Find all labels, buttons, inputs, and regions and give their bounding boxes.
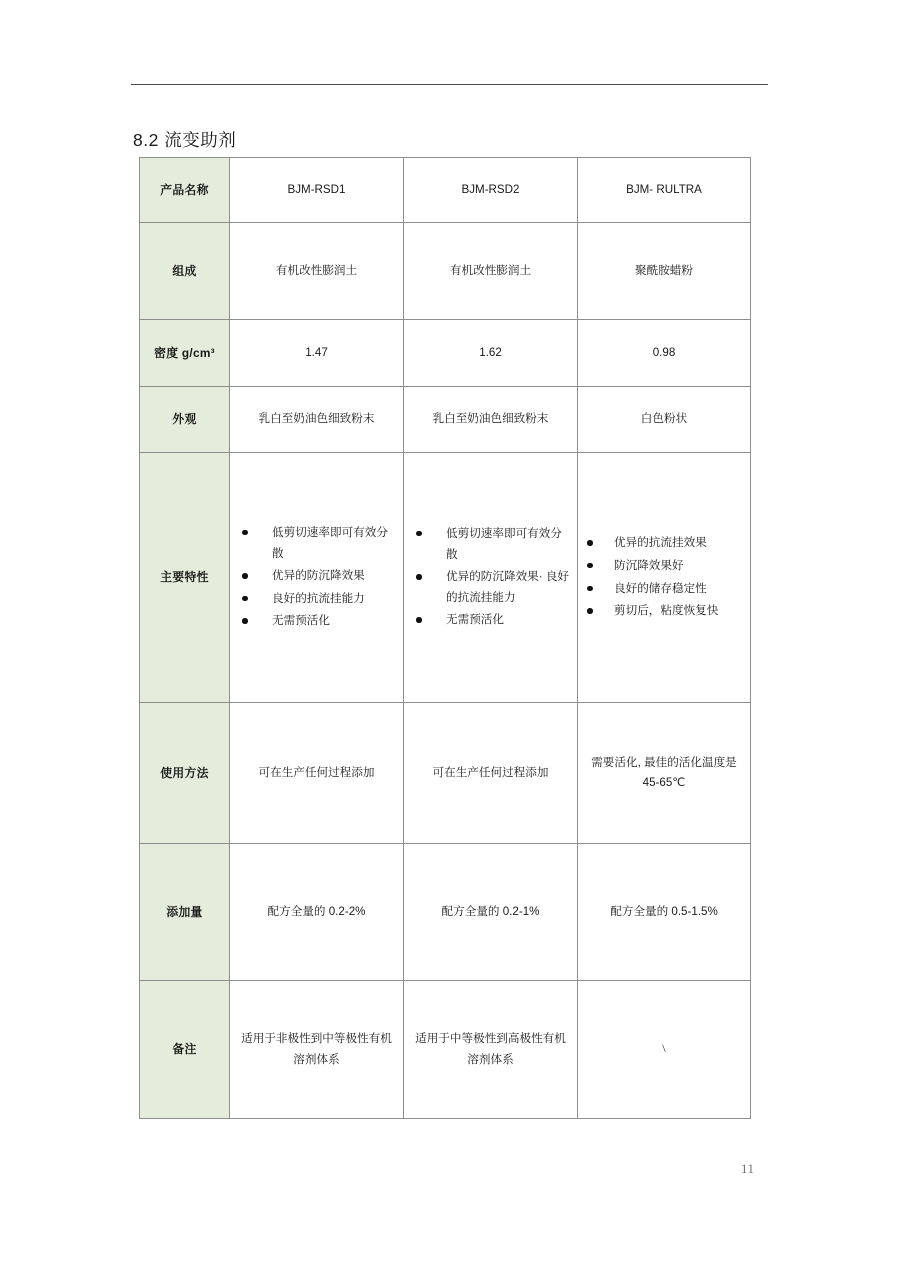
row-label-key-features: 主要特性: [140, 453, 230, 703]
row-label-appearance: 外观: [140, 387, 230, 453]
cell-remarks-rsd2: 适用于中等极性到高极性有机溶剂体系: [404, 981, 578, 1119]
cell-product-name-rsd2: BJM-RSD2: [404, 158, 578, 223]
feature-list-item: 剪切后，粘度恢复快: [584, 601, 746, 622]
row-label-density: 密度 g/cm³: [140, 320, 230, 387]
feature-list-item: 防沉降效果好: [584, 556, 746, 577]
feature-list-item: 低剪切速率即可有效分散: [236, 523, 399, 564]
table-row-dosage: [140, 844, 751, 981]
feature-list-item: 优异的抗流挂效果: [584, 533, 746, 554]
feature-list-item: 优异的防沉降效果· 良好的抗流挂能力: [410, 567, 573, 608]
feature-list-item: 良好的抗流挂能力: [236, 589, 399, 610]
cell-key-features-rultra: [578, 453, 751, 703]
cell-product-name-rsd1: BJM-RSD1: [230, 158, 404, 223]
feature-list-rultra: [584, 533, 746, 622]
cell-density-rsd1: 1.47: [230, 320, 404, 387]
cell-usage-method-rsd2: 可在生产任何过程添加: [404, 703, 578, 844]
row-label-usage-method: 使用方法: [140, 703, 230, 844]
table-row-usage-method: [140, 703, 751, 844]
cell-usage-method-rsd1: 可在生产任何过程添加: [230, 703, 404, 844]
rheology-additives-table: [139, 157, 751, 1119]
cell-appearance-rultra: 白色粉状: [578, 387, 751, 453]
table-row-composition: [140, 223, 751, 320]
cell-density-rultra: 0.98: [578, 320, 751, 387]
cell-remarks-rultra: \: [578, 981, 751, 1119]
row-label-dosage: 添加量: [140, 844, 230, 981]
cell-composition-rsd1: 有机改性膨润土: [230, 223, 404, 320]
row-label-remarks: 备注: [140, 981, 230, 1119]
cell-remarks-rsd1: 适用于非极性到中等极性有机溶剂体系: [230, 981, 404, 1119]
cell-composition-rultra: 聚酰胺蜡粉: [578, 223, 751, 320]
feature-list-rsd2: [410, 524, 573, 631]
table-row-density: [140, 320, 751, 387]
row-label-product-name: 产品名称: [140, 158, 230, 223]
cell-density-rsd2: 1.62: [404, 320, 578, 387]
table-row-product-name: [140, 158, 751, 223]
cell-dosage-rsd1: 配方全量的 0.2-2%: [230, 844, 404, 981]
header-rule: [131, 84, 768, 85]
cell-usage-method-rultra: 需要活化, 最佳的活化温度是 45-65℃: [578, 703, 751, 844]
feature-list-item: 无需预活化: [410, 610, 573, 631]
cell-appearance-rsd2: 乳白至奶油色细致粉末: [404, 387, 578, 453]
feature-list-item: 优异的防沉降效果: [236, 566, 399, 587]
cell-appearance-rsd1: 乳白至奶油色细致粉末: [230, 387, 404, 453]
feature-list-item: 无需预活化: [236, 611, 399, 632]
cell-key-features-rsd1: [230, 453, 404, 703]
cell-product-name-rultra: BJM- RULTRA: [578, 158, 751, 223]
table-row-remarks: [140, 981, 751, 1119]
table-row-appearance: [140, 387, 751, 453]
feature-list-rsd1: [236, 523, 399, 632]
cell-key-features-rsd2: [404, 453, 578, 703]
feature-list-item: 良好的储存稳定性: [584, 579, 746, 600]
cell-dosage-rsd2: 配方全量的 0.2-1%: [404, 844, 578, 981]
page-number: 11: [741, 1161, 755, 1176]
row-label-composition: 组成: [140, 223, 230, 320]
cell-composition-rsd2: 有机改性膨润土: [404, 223, 578, 320]
table-row-key-features: [140, 453, 751, 703]
cell-dosage-rultra: 配方全量的 0.5-1.5%: [578, 844, 751, 981]
feature-list-item: 低剪切速率即可有效分散: [410, 524, 573, 565]
page-title: 8.2 流变助剂: [133, 129, 237, 150]
